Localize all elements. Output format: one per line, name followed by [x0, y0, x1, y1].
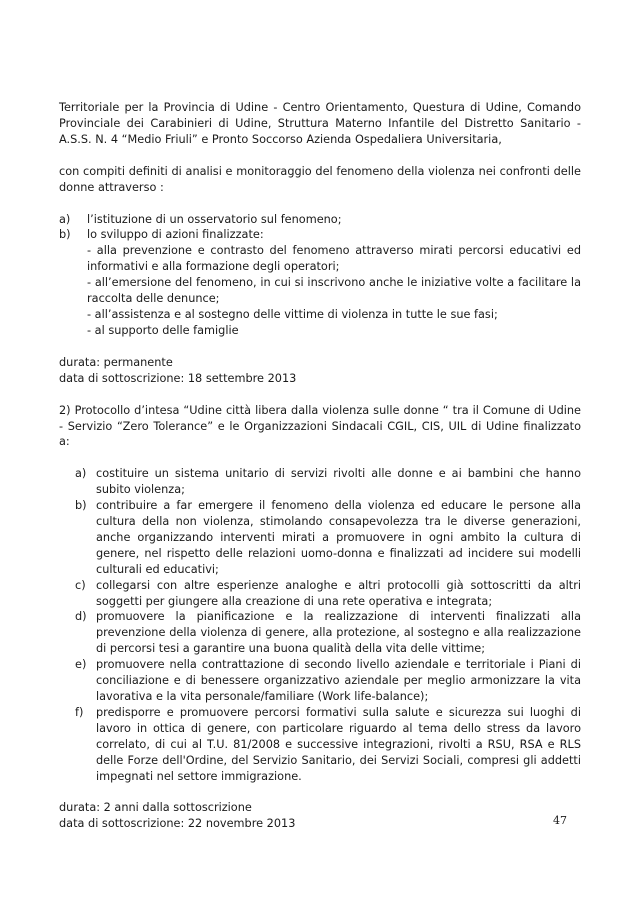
intro-paragraph: Territoriale per la Provincia di Udine - Centro Orientamento, Questura di Udine, Comando Provinciale dei Carabinieri di Udine, Struttura Materno Infantile del Distretto Sanitario - A.S.S. N. 4 “Medio Friuli” e Pronto Soccorso Azienda Ospedaliera Universitaria, [59, 101, 581, 146]
duration-1: durata: permanente [59, 355, 173, 369]
protocol-2-paragraph: 2) Protocollo d’intesa “Udine città libera dalla violenza sulle donne “ tra il Comune di Udine - Servizio “Zero Tolerance” e le Organizzazioni Sindacali CGIL, CIS, UIL di Udine finalizzato a: [59, 403, 581, 449]
list-item-text: lo sviluppo di azioni finalizzate: [87, 228, 264, 242]
page-number: 47 [553, 814, 567, 827]
list-item-label: c) [75, 578, 86, 592]
list-item [75, 657, 581, 705]
sub-list-text: - all’assistenza e al sostegno delle vittime di violenza in tutte le sue fasi; [87, 307, 498, 321]
list-item [75, 466, 581, 498]
list-item-label: a) [59, 212, 71, 226]
sub-list-item [87, 323, 581, 339]
list-item-label: b) [75, 499, 87, 513]
tasks-paragraph: con compiti definiti di analisi e monitoraggio del fenomeno della violenza nei confronti delle donne attraverso : [59, 164, 581, 194]
duration-2: durata: 2 anni dalla sottoscrizione [59, 801, 252, 815]
sub-list-text: - al supporto delle famiglie [87, 323, 239, 337]
list-item [75, 705, 581, 785]
list-item-text: predisporre e promuovere percorsi formativi sulla salute e sicurezza sui luoghi di lavoro in ottica di genere, con particolare riguardo al tema dello stress da lavoro correlato, di cui al T.U. 81/2008 e successive integrazioni, rivolti a RSU, RSA e RLS delle Forze dell'Ordine, del Servizio Sanitario, dei Servizi Sociali, compresi gli addetti impegnati nel settore immigrazione. [96, 705, 581, 783]
document-body [59, 100, 581, 832]
list-item-text: contribuire a far emergere il fenomeno della violenza ed educare le persone alla cultura della non violenza, stimolando consapevolezza tra le diverse generazioni, anche organizzando interventi mirati a promuovere in ogni ambito la cultura di genere, nel rispetto delle relazioni uomo-donna e finalizzati ad incidere sui modelli culturali ed educativi; [96, 499, 581, 576]
list-item-text: l’istituzione di un osservatorio sul fenomeno; [87, 212, 342, 226]
list-item-label: e) [75, 658, 87, 672]
list-item [75, 609, 581, 657]
list-item-label: f) [75, 705, 84, 719]
signing-date-2: data di sottoscrizione: 22 novembre 2013 [59, 817, 296, 831]
signing-date-1: data di sottoscrizione: 18 settembre 2013 [59, 371, 297, 385]
list-item-text: costituire un sistema unitario di servizi rivolti alle donne e ai bambini che hanno subito violenza; [96, 467, 581, 497]
sub-list-item [87, 243, 581, 275]
sub-list-item [87, 307, 581, 323]
sub-list-text: - all’emersione del fenomeno, in cui si inscrivono anche le iniziative volte a facilitare la raccolta delle denunce; [87, 276, 581, 306]
list-item-text: collegarsi con altre esperienze analoghe e altri protocolli già sottoscritti da altri soggetti per giungere alla creazione di una rete operativa e integrata; [96, 578, 581, 608]
sub-list-text: - alla prevenzione e contrasto del fenomeno attraverso mirati percorsi educativi ed informativi e alla formazione degli operatori; [87, 244, 581, 274]
list-item [59, 227, 581, 243]
list-item-label: d) [75, 610, 87, 624]
list-item [59, 212, 581, 228]
sub-list-item [87, 275, 581, 307]
list-item [75, 498, 581, 578]
list-item-label: a) [75, 467, 87, 481]
list-item [75, 578, 581, 610]
list-item-text: promuovere nella contrattazione di secondo livello aziendale e territoriale i Piani di conciliazione e di benessere organizzativo aziendale per meglio armonizzare la vita lavorativa e la vita personale/familiare (Work life-balance); [96, 658, 581, 703]
list-item-text: promuovere la pianificazione e la realizzazione di interventi finalizzati alla prevenzione della violenza di genere, alla protezione, al sostegno e alla realizzazione di percorsi tesi a garantire una buona qualità della vita delle vittime; [96, 610, 581, 656]
list-item-label: b) [59, 228, 71, 242]
